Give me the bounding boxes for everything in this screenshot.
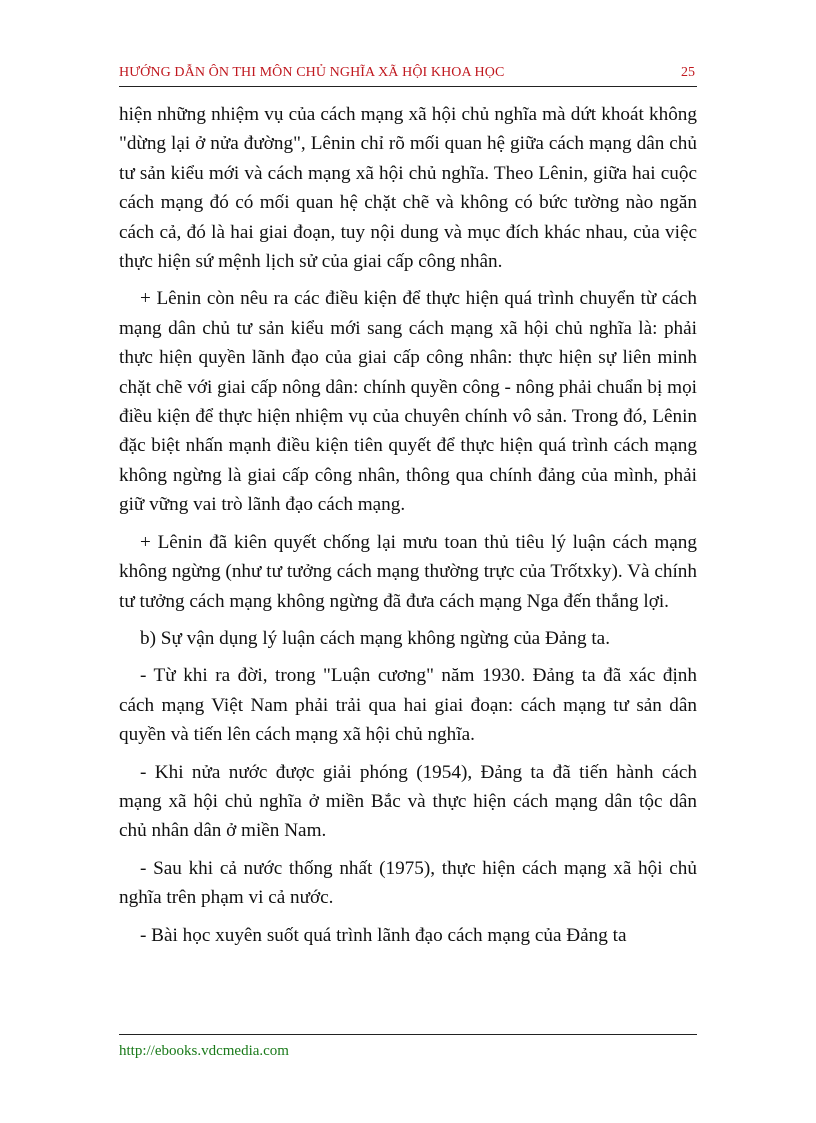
paragraph-lesson: - Bài học xuyên suốt quá trình lãnh đạo cách mạng của Đảng ta [140, 924, 627, 946]
footer-divider [119, 1034, 697, 1035]
paragraph-lenin-opposition: + Lênin đã kiên quyết chống lại mưu toan thủ tiêu lý luận cách mạng không ngừng (như tư tưởng cách mạng thường trực của Trốtxky). Và chính tư tưởng cách mạng không ngừng đã đưa cách mạng Nga đến thắng lợi. [119, 531, 697, 612]
header-title: HƯỚNG DẪN ÔN THI MÔN CHỦ NGHĨA XÃ HỘI KHOA HỌC [119, 65, 505, 80]
body-text [119, 100, 697, 958]
section-heading-b: b) Sự vận dụng lý luận cách mạng không ngừng của Đảng ta. [140, 627, 611, 649]
paragraph-1930: - Từ khi ra đời, trong "Luận cương" năm 1930. Đảng ta đã xác định cách mạng Việt Nam phải trải qua hai giai đoạn: cách mạng tư sản dân quyền và tiến lên cách mạng xã hội chủ nghĩa. [119, 665, 697, 746]
page-header [119, 62, 697, 87]
paragraph-lenin-conditions: + Lênin còn nêu ra các điều kiện để thực hiện quá trình chuyển từ cách mạng dân chủ tư sản kiểu mới sang cách mạng xã hội chủ nghĩa là: phải thực hiện quyền lãnh đạo của giai cấp công nhân: thực hiện sự liên minh chặt chẽ với giai cấp nông dân: chính quyền công - nông phải chuẩn bị mọi điều kiện để thực hiện nhiệm vụ của chuyên chính vô sản. Trong đó, Lênin đặc biệt nhấn mạnh điều kiện tiên quyết để thực hiện quá trình cách mạng không ngừng là giai cấp công nhân, thông qua chính đảng của mình, phải giữ vững vai trò lãnh đạo cách mạng. [119, 288, 697, 516]
paragraph-1975: - Sau khi cả nước thống nhất (1975), thực hiện cách mạng xã hội chủ nghĩa trên phạm vi cả nước. [119, 857, 697, 909]
paragraph-1954: - Khi nửa nước được giải phóng (1954), Đảng ta đã tiến hành cách mạng xã hội chủ nghĩa ở miền Bắc và thực hiện cách mạng dân tộc dân chủ nhân dân ở miền Nam. [119, 761, 697, 842]
footer-url-link[interactable]: http://ebooks.vdcmedia.com [119, 1043, 289, 1059]
paragraph-continuation: hiện những nhiệm vụ của cách mạng xã hội chủ nghĩa mà dứt khoát không "dừng lại ở nửa đường", Lênin chỉ rõ mối quan hệ giữa cách mạng dân chủ tư sản kiểu mới và cách mạng xã hội chủ nghĩa. Theo Lênin, giữa hai cuộc cách mạng đó có mối quan hệ chặt chẽ và không có bức tường nào ngăn cách cả, đó là hai giai đoạn, tuy nội dung và mục đích khác nhau, của việc thực hiện sứ mệnh lịch sử của giai cấp công nhân. [119, 104, 697, 273]
page-number: 25 [681, 65, 695, 80]
